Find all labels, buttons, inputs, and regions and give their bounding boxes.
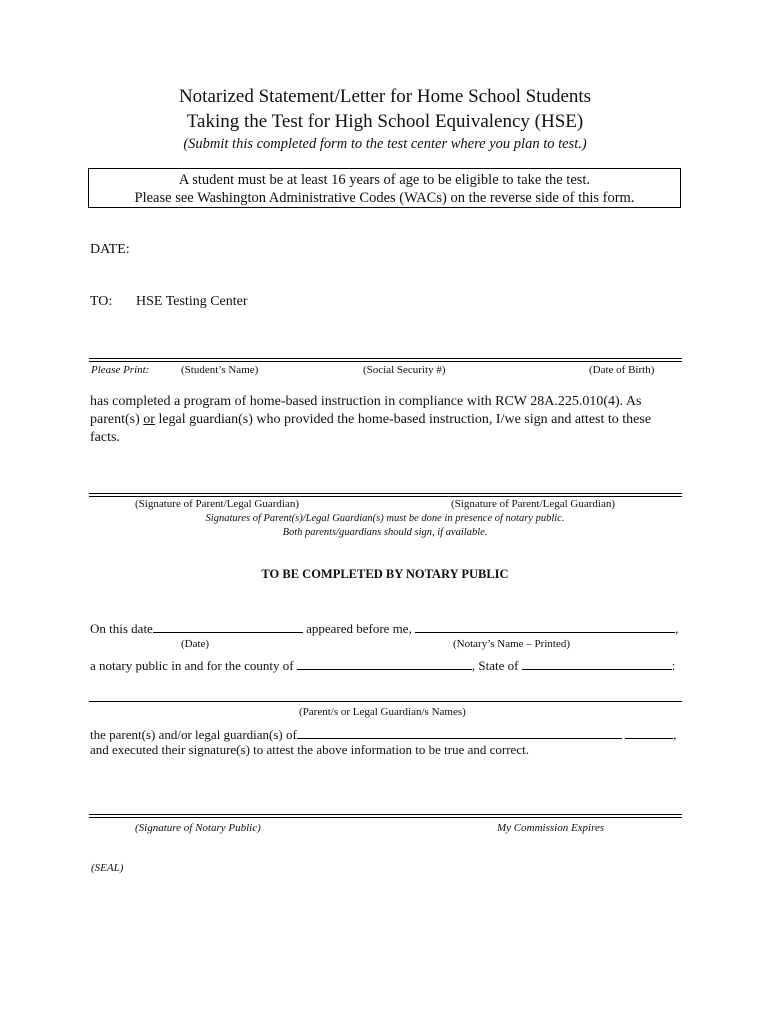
dob-caption: (Date of Birth) xyxy=(589,364,655,376)
appeared-before-label: appeared before me, xyxy=(306,621,412,636)
notice-line2: Please see Washington Administrative Codes (WACs) on the reverse side of this form. xyxy=(134,190,635,206)
form-title-line2: Taking the Test for High School Equivalency (HSE) xyxy=(186,111,584,132)
student-info-line xyxy=(89,358,682,362)
guardians-of-row xyxy=(90,727,676,743)
statement-part2: legal guardian(s) who provided the home-based instruction, I/we sign and attest to these facts. xyxy=(90,412,652,445)
on-this-date-label: On this date xyxy=(90,621,153,636)
county-blank[interactable] xyxy=(297,658,472,670)
parent-signature-line xyxy=(89,493,682,497)
notary-name-blank[interactable] xyxy=(415,621,675,633)
parent-signature-caption-1: (Signature of Parent/Legal Guardian) xyxy=(135,498,300,510)
notary-date-blank[interactable] xyxy=(153,621,303,633)
guardian-names-caption: (Parent/s or Legal Guardian/s Names) xyxy=(299,706,466,718)
student-name-blank[interactable] xyxy=(297,727,622,739)
parent-signature-caption-2: (Signature of Parent/Legal Guardian) xyxy=(451,498,616,510)
county-state-row xyxy=(90,658,675,674)
date-caption: (Date) xyxy=(181,638,210,650)
notary-section-heading: TO BE COMPLETED BY NOTARY PUBLIC xyxy=(261,567,509,581)
state-label: , State of xyxy=(471,658,519,673)
guardians-of-label: the parent(s) and/or legal guardian(s) of xyxy=(90,727,297,742)
eligibility-notice-box xyxy=(88,168,681,208)
to-label: TO: xyxy=(90,294,113,309)
seal-label: (SEAL) xyxy=(91,862,124,874)
commission-expires-caption: My Commission Expires xyxy=(497,822,605,834)
statement-or-underlined: or xyxy=(143,412,155,427)
date-label: DATE: xyxy=(90,242,130,257)
colon: : xyxy=(671,658,676,673)
on-this-date-row xyxy=(90,621,678,637)
statement-part1: has completed a program of home-based instruction in compliance with RCW 28A.225.010(4). As parent(s) xyxy=(90,394,642,427)
county-label: a notary public in and for the county of xyxy=(90,658,294,673)
form-subtitle: (Submit this completed form to the test center where you plan to test.) xyxy=(183,136,587,152)
comma: , xyxy=(675,621,679,636)
notice-line1: A student must be at least 16 years of age to be eligible to take the test. xyxy=(178,172,591,188)
state-blank[interactable] xyxy=(522,658,672,670)
notary-presence-note: Signatures of Parent(s)/Legal Guardian(s) must be done in presence of notary public. xyxy=(205,513,565,524)
student-name-caption: (Student’s Name) xyxy=(181,364,259,376)
student-name-blank-extra[interactable] xyxy=(625,727,673,739)
please-print-label: Please Print: xyxy=(91,364,150,376)
attestation-statement xyxy=(90,393,670,447)
notary-signature-line xyxy=(89,814,682,818)
both-parents-note: Both parents/guardians should sign, if available. xyxy=(282,527,488,538)
form-title-line1: Notarized Statement/Letter for Home School Students xyxy=(178,86,592,107)
guardian-names-line xyxy=(89,701,682,702)
notary-signature-caption: (Signature of Notary Public) xyxy=(135,822,261,834)
to-value: HSE Testing Center xyxy=(136,294,248,309)
executed-statement: and executed their signature(s) to attest the above information to be true and correct. xyxy=(90,742,529,757)
ssn-caption: (Social Security #) xyxy=(363,364,446,376)
comma-2: , xyxy=(673,727,677,742)
notary-name-caption: (Notary’s Name – Printed) xyxy=(453,638,570,650)
